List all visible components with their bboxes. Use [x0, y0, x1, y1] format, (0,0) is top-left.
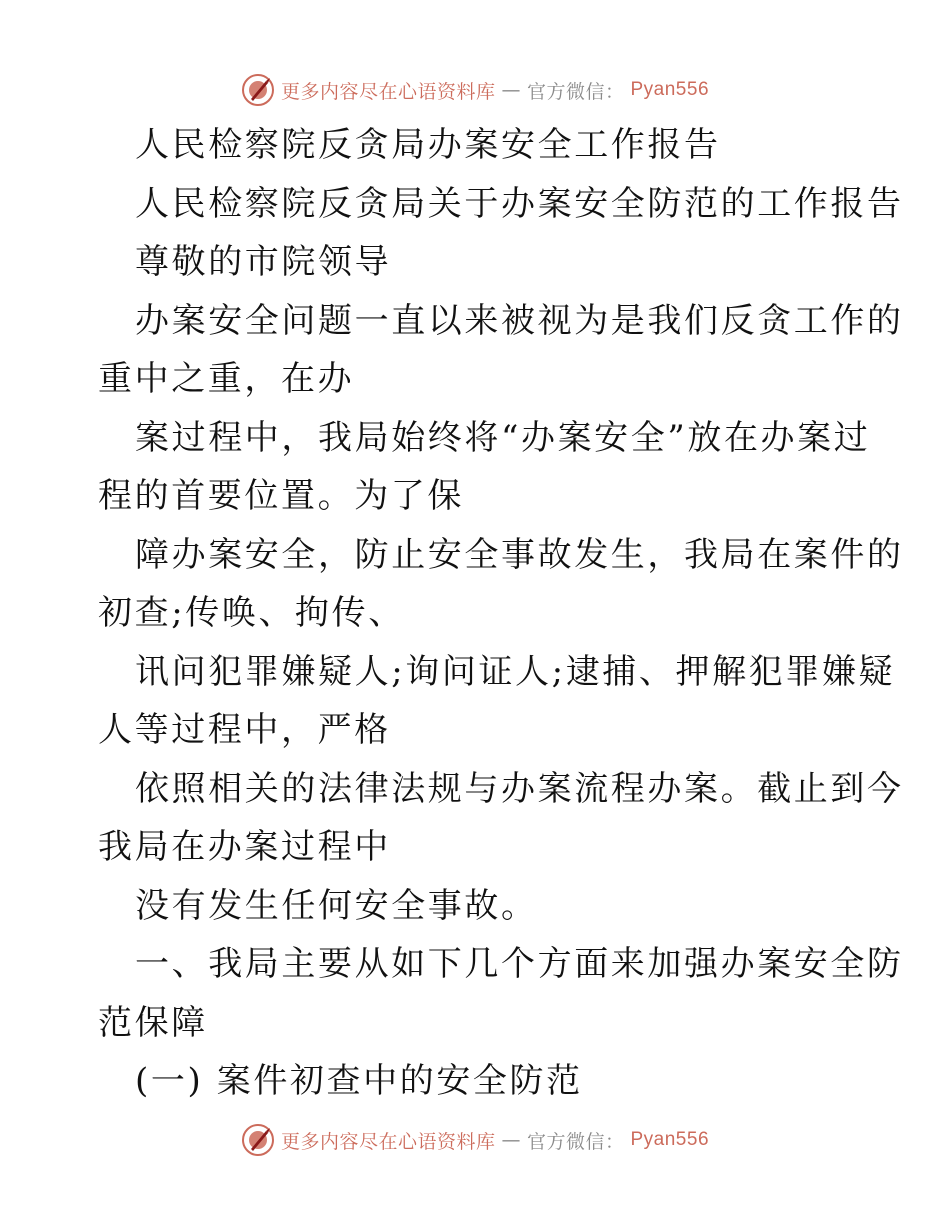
paragraph-line: 重中之重，在办 — [98, 359, 355, 399]
document-title: 人民检察院反贪局办案安全工作报告 — [135, 125, 721, 165]
paragraph-line: 程的首要位置。为了保 — [98, 476, 464, 516]
paragraph-line: 我局在办案过程中 — [98, 827, 391, 867]
watermark-wechat-label: 官方微信： — [526, 80, 625, 103]
salutation: 尊敬的市院领导 — [135, 242, 392, 282]
watermark-separator: — — [501, 1129, 521, 1151]
watermark-wechat-label: 官方微信： — [526, 1130, 625, 1153]
section-heading: 一、我局主要从如下几个方面来加强办案安全防 — [135, 944, 904, 984]
watermark-wechat-id: Pyan556 — [630, 1129, 710, 1150]
paragraph-line: 障办案安全，防止安全事故发生，我局在案件的 — [135, 534, 904, 575]
watermark-separator: — — [501, 79, 521, 101]
quill-pen-logo-icon — [241, 73, 275, 107]
section-heading-continued: 范保障 — [98, 1002, 208, 1043]
paragraph-line: 没有发生任何安全事故。 — [135, 885, 538, 926]
paragraph-line: 办案安全问题一直以来被视为是我们反贪工作的 — [135, 300, 904, 341]
header-watermark — [0, 70, 950, 110]
quill-pen-logo-icon — [241, 1123, 275, 1157]
footer-watermark — [0, 1120, 950, 1160]
document-body — [98, 116, 904, 1111]
watermark-wechat-id: Pyan556 — [630, 79, 710, 100]
paragraph-line: 初查;传唤、拘传、 — [98, 593, 405, 633]
paragraph-line: 案过程中，我局始终将“办案安全”放在办案过 — [135, 417, 871, 458]
paragraph-line: 讯问犯罪嫌疑人;询问证人;逮捕、押解犯罪嫌疑 — [135, 651, 896, 692]
paragraph-line: 依照相关的法律法规与办案流程办案。截止到今 — [135, 768, 904, 809]
watermark-brand-text: 更多内容尽在心语资料库 — [280, 80, 496, 103]
paragraph-line: 人等过程中，严格 — [98, 710, 391, 750]
document-subtitle: 人民检察院反贪局关于办案安全防范的工作报告 — [135, 183, 904, 224]
subsection-heading: (一) 案件初查中的安全防范 — [135, 1061, 583, 1101]
watermark-brand-text: 更多内容尽在心语资料库 — [280, 1130, 496, 1153]
